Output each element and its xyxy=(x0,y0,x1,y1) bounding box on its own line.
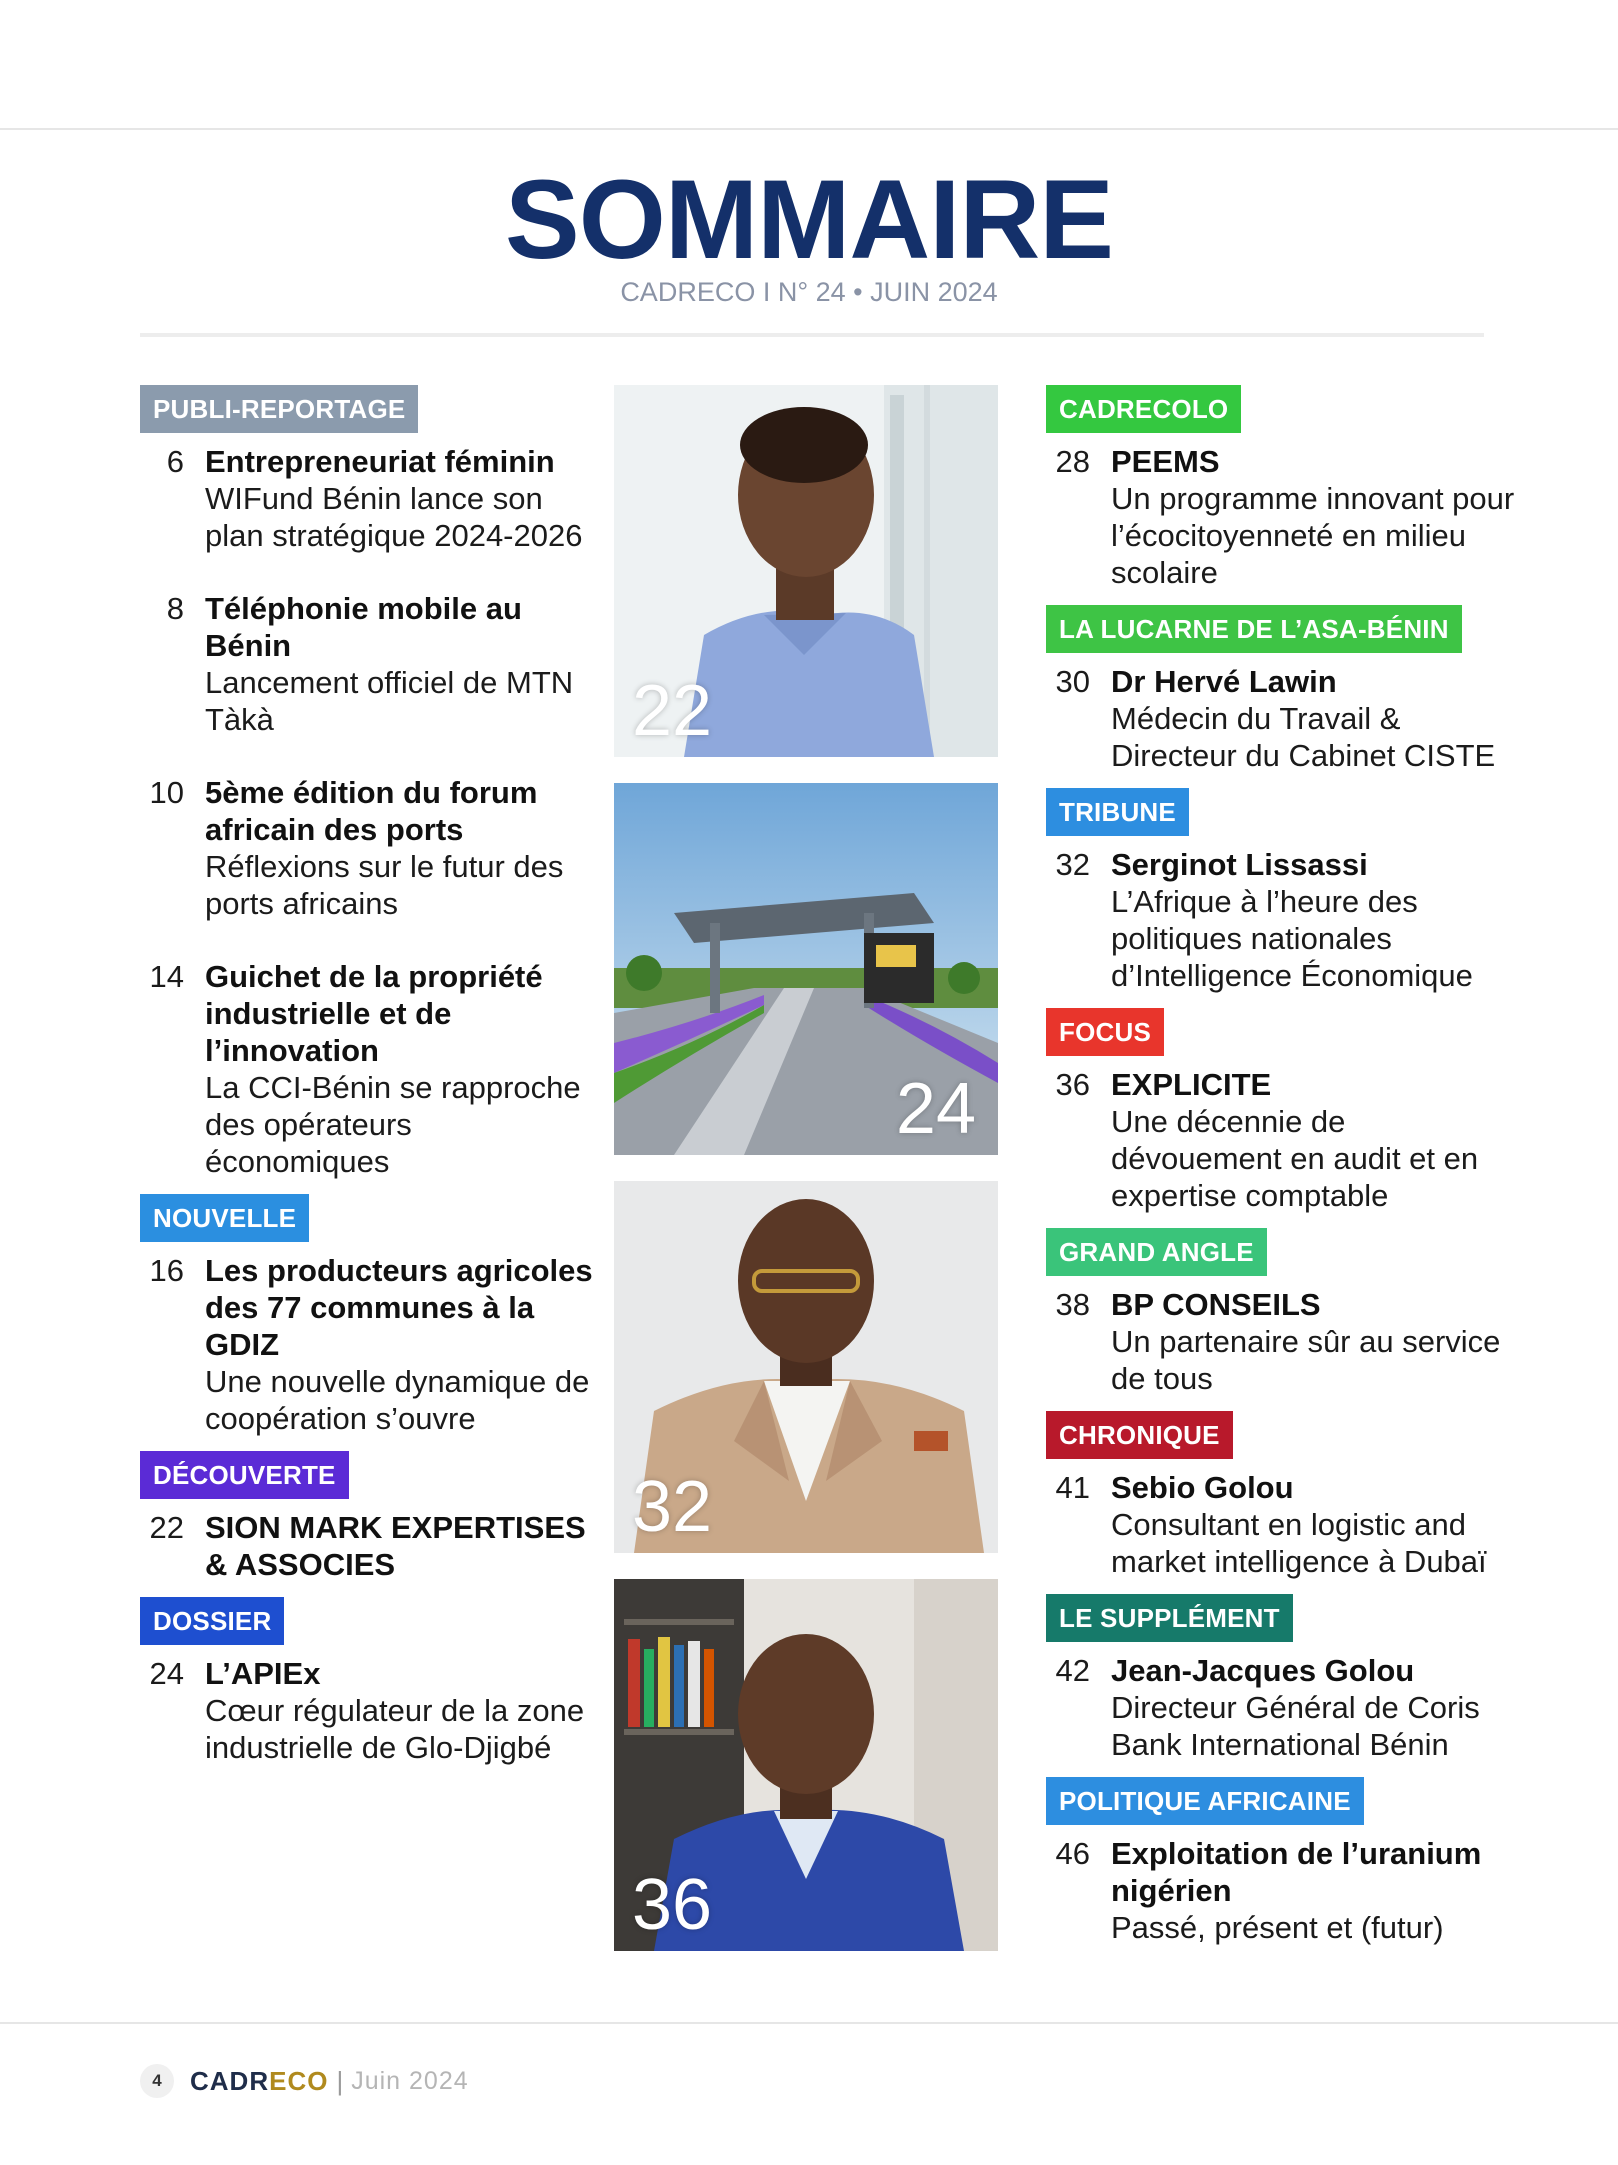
entry-description: Consultant en logistic and market intelligence à Dubaï xyxy=(1111,1507,1487,1579)
footer-separator: | xyxy=(336,2065,344,2096)
toc-entry[interactable] xyxy=(140,958,600,1180)
magazine-logo xyxy=(190,2066,328,2097)
section-tag: LA LUCARNE DE L’ASA-BÉNIN xyxy=(1046,605,1462,653)
toc-entry[interactable] xyxy=(1046,443,1516,591)
issue-subtitle: CADRECO I N° 24 • JUIN 2024 xyxy=(620,277,998,307)
entry-title: EXPLICITE xyxy=(1111,1067,1272,1102)
entry-title: L’APIEx xyxy=(205,1656,321,1691)
toc-entry[interactable] xyxy=(1046,1835,1516,1946)
entry-page-number: 32 xyxy=(1055,847,1090,882)
toc-entry[interactable] xyxy=(140,1252,600,1437)
section-tag: NOUVELLE xyxy=(140,1194,309,1242)
entry-page-number: 36 xyxy=(1055,1067,1090,1102)
entry-page-number: 14 xyxy=(149,959,184,994)
toc-entry[interactable] xyxy=(1046,663,1516,774)
entry-page-number: 42 xyxy=(1055,1653,1090,1688)
entry-description: Lancement officiel de MTN Tàkà xyxy=(205,665,574,737)
section-chronique xyxy=(1046,1411,1516,1580)
toc-entry[interactable] xyxy=(1046,846,1516,994)
entry-page-number: 16 xyxy=(149,1253,184,1288)
entry-page-number: 10 xyxy=(149,775,184,810)
entry-description: Un programme innovant pour l’écocitoyenneté en milieu scolaire xyxy=(1111,481,1515,590)
section-tag: FOCUS xyxy=(1046,1008,1164,1056)
photo-page-22[interactable] xyxy=(614,385,998,757)
page-title: SOMMAIRE xyxy=(505,157,1113,282)
section-tag: TRIBUNE xyxy=(1046,788,1189,836)
footer-rule xyxy=(0,2022,1618,2024)
entry-title: PEEMS xyxy=(1111,444,1220,479)
entry-description: Directeur Général de Coris Bank International Bénin xyxy=(1111,1690,1480,1762)
section-tag: DÉCOUVERTE xyxy=(140,1451,349,1499)
photo-page-36[interactable] xyxy=(614,1579,998,1951)
entry-page-number: 41 xyxy=(1055,1470,1090,1505)
toc-entry[interactable] xyxy=(140,443,600,554)
entry-page-number: 22 xyxy=(149,1510,184,1545)
entry-page-number: 30 xyxy=(1055,664,1090,699)
photo-page-24[interactable] xyxy=(614,783,998,1155)
photo-page-number: 24 xyxy=(895,1069,976,1149)
section-dossier xyxy=(140,1597,600,1766)
section-grand-angle xyxy=(1046,1228,1516,1397)
section-tag: CHRONIQUE xyxy=(1046,1411,1233,1459)
toc-entry[interactable] xyxy=(140,774,600,922)
section-la-lucarne-de-l-asa-benin xyxy=(1046,605,1516,774)
entry-title: 5ème édition du forum africain des ports xyxy=(205,775,538,847)
entry-page-number: 6 xyxy=(166,444,184,479)
page-footer xyxy=(140,2064,469,2098)
logo-part-1: CADR xyxy=(190,2065,270,2096)
toc-entry[interactable] xyxy=(140,1509,600,1583)
entry-description: Un partenaire sûr au service de tous xyxy=(1111,1324,1501,1396)
toc-entry[interactable] xyxy=(140,1655,600,1766)
toc-entry[interactable] xyxy=(1046,1469,1516,1580)
section-tag: LE SUPPLÉMENT xyxy=(1046,1594,1293,1642)
entry-page-number: 28 xyxy=(1055,444,1090,479)
logo-part-2: ECO xyxy=(269,2065,329,2096)
entry-description: WIFund Bénin lance son plan stratégique 2024-2026 xyxy=(205,481,583,553)
header-rule xyxy=(140,333,1484,337)
section-tag: PUBLI-REPORTAGE xyxy=(140,385,418,433)
toc-entry[interactable] xyxy=(1046,1652,1516,1763)
section-tag: CADRECOLO xyxy=(1046,385,1241,433)
section-decouverte xyxy=(140,1451,600,1583)
top-rule xyxy=(0,128,1618,130)
entry-page-number: 24 xyxy=(149,1656,184,1691)
section-focus xyxy=(1046,1008,1516,1214)
photo-page-number: 22 xyxy=(632,671,713,751)
entry-description: Médecin du Travail & Directeur du Cabinet CISTE xyxy=(1111,701,1496,773)
entry-title: Serginot Lissassi xyxy=(1111,847,1368,882)
section-le-supplement xyxy=(1046,1594,1516,1763)
entry-title: Jean-Jacques Golou xyxy=(1111,1653,1415,1688)
entry-title: Entrepreneuriat féminin xyxy=(205,444,555,479)
toc-entry[interactable] xyxy=(1046,1286,1516,1397)
entry-title: Guichet de la propriété industrielle et de l’innovation xyxy=(205,959,543,1068)
section-tag: POLITIQUE AFRICAINE xyxy=(1046,1777,1364,1825)
section-cadrecolo xyxy=(1046,385,1516,591)
entry-title: Téléphonie mobile au Bénin xyxy=(205,591,522,663)
photo-page-32[interactable] xyxy=(614,1181,998,1553)
entry-title: Les producteurs agricoles des 77 communes à la GDIZ xyxy=(205,1253,593,1362)
footer-date: Juin 2024 xyxy=(351,2066,469,2095)
section-tag: DOSSIER xyxy=(140,1597,284,1645)
entry-title: Dr Hervé Lawin xyxy=(1111,664,1337,699)
toc-entry[interactable] xyxy=(1046,1066,1516,1214)
entry-description: Cœur régulateur de la zone industrielle de Glo-Djigbé xyxy=(205,1693,585,1765)
entry-title: Exploitation de l’uranium nigérien xyxy=(1111,1836,1482,1908)
entry-title: BP CONSEILS xyxy=(1111,1287,1321,1322)
entry-description: Une nouvelle dynamique de coopération s’ouvre xyxy=(205,1364,590,1436)
entry-description: La CCI-Bénin se rapproche des opérateurs économiques xyxy=(205,1070,581,1179)
entry-page-number: 46 xyxy=(1055,1836,1090,1871)
section-tag: GRAND ANGLE xyxy=(1046,1228,1267,1276)
entry-page-number: 38 xyxy=(1055,1287,1090,1322)
section-publi-reportage xyxy=(140,385,600,1180)
entry-page-number: 8 xyxy=(166,591,184,626)
entry-description: L’Afrique à l’heure des politiques nationales d’Intelligence Économique xyxy=(1111,884,1473,993)
entry-description: Une décennie de dévouement en audit et en expertise comptable xyxy=(1111,1104,1479,1213)
photo-page-number: 36 xyxy=(632,1865,713,1945)
entry-title: SION MARK EXPERTISES & ASSOCIES xyxy=(205,1510,586,1582)
entry-title: Sebio Golou xyxy=(1111,1470,1294,1505)
photo-page-number: 32 xyxy=(632,1467,713,1547)
toc-entry[interactable] xyxy=(140,590,600,738)
entry-description: Réflexions sur le futur des ports africains xyxy=(205,849,564,921)
page-number-badge: 4 xyxy=(140,2064,174,2098)
right-column xyxy=(1046,385,1516,1960)
section-politique-africaine xyxy=(1046,1777,1516,1946)
entry-description: Passé, présent et (futur) xyxy=(1111,1910,1444,1945)
section-nouvelle xyxy=(140,1194,600,1437)
left-column xyxy=(140,385,600,1780)
section-tribune xyxy=(1046,788,1516,994)
